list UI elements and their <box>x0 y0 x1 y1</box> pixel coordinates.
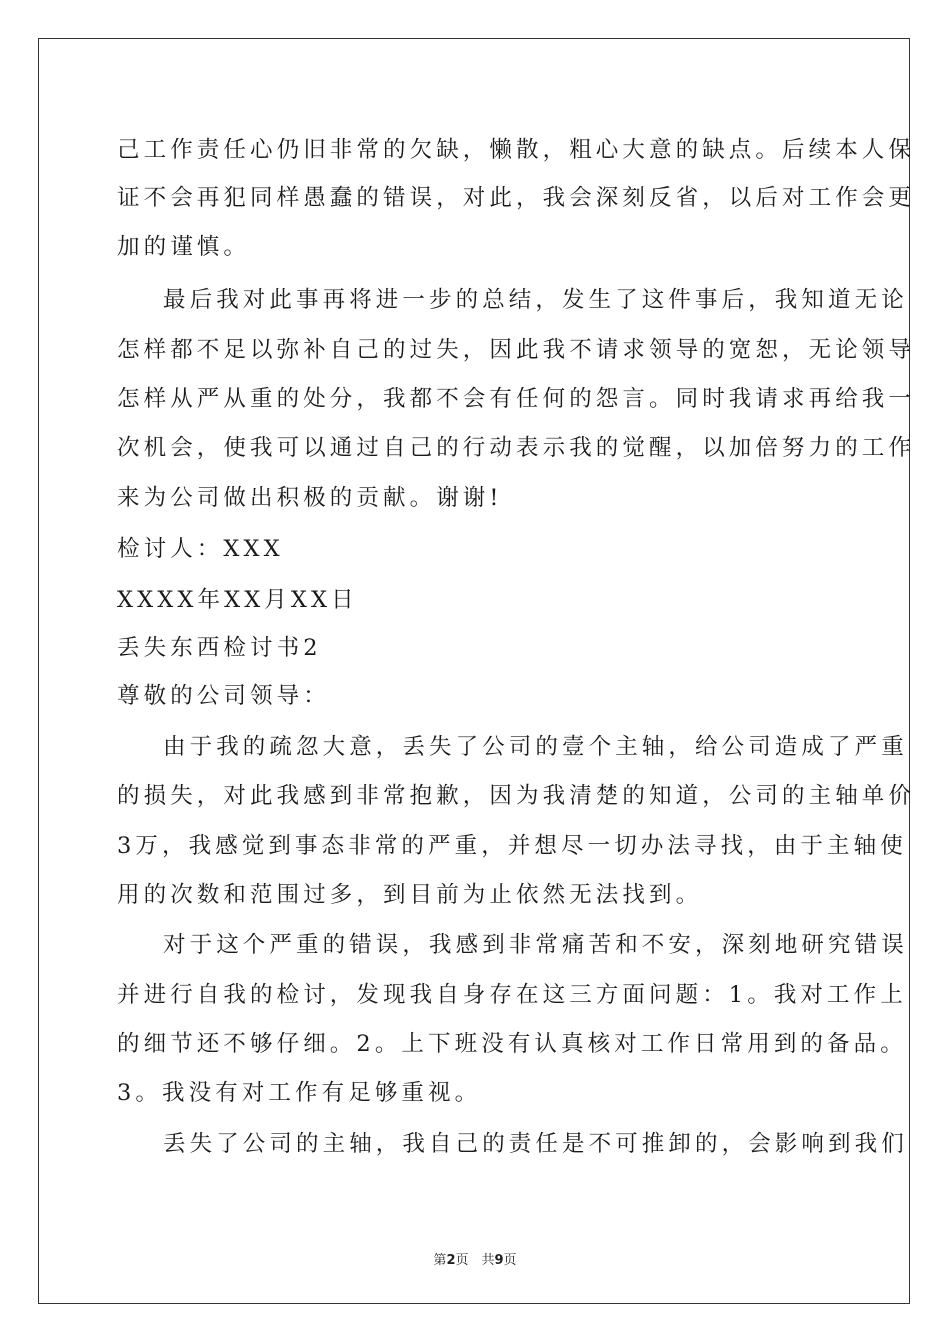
text-line: 的细节还不够仔细。2。上下班没有认真核对工作日常用到的备品。 <box>117 1031 907 1057</box>
text-line: 来为公司做出积极的贡献。谢谢! <box>117 485 503 511</box>
page-border <box>38 38 910 1304</box>
page-total: 9 <box>494 1253 504 1268</box>
text-line: 用的次数和范围过多，到目前为止依然无法找到。 <box>117 882 703 908</box>
text-line: 最后我对此事再将进一步的总结，发生了这件事后，我知道无论 <box>163 287 908 313</box>
text-line: 的损失，对此我感到非常抱歉，因为我清楚的知道，公司的主轴单价 <box>117 783 916 809</box>
salutation: 尊敬的公司领导： <box>117 683 330 709</box>
text-line: 己工作责任心仍旧非常的欠缺，懒散，粗心大意的缺点。后续本人保 <box>117 137 916 163</box>
text-line: 丢失了公司的主轴，我自己的责任是不可推卸的，会影响到我们 <box>163 1131 908 1157</box>
page-mid: 页 共 <box>455 1253 495 1268</box>
text-line: 证不会再犯同样愚蠢的错误，对此，我会深刻反省，以后对工作会更 <box>117 185 916 211</box>
page-number <box>0 1249 950 1268</box>
signer-line: 检讨人：XXX <box>117 536 284 562</box>
page-prefix: 第 <box>433 1253 447 1268</box>
text-line: 怎样都不足以弥补自己的过失，因此我不请求领导的宽恕，无论领导 <box>117 337 916 363</box>
page-suffix: 页 <box>503 1253 517 1268</box>
text-line: 3。我没有对工作有足够重视。 <box>117 1080 482 1106</box>
date-line: XXXX年XX月XX日 <box>117 587 358 613</box>
page-current: 2 <box>446 1253 456 1268</box>
section-title: 丢失东西检讨书2 <box>117 635 322 661</box>
text-line: 怎样从严从重的处分，我都不会有任何的怨言。同时我请求再给我一 <box>117 386 916 412</box>
text-line: 由于我的疏忽大意，丢失了公司的壹个主轴，给公司造成了严重 <box>163 734 908 760</box>
text-line: 对于这个严重的错误，我感到非常痛苦和不安，深刻地研究错误 <box>163 932 908 958</box>
text-line: 并进行自我的检讨，发现我自身存在这三方面问题：1。我对工作上 <box>117 982 907 1008</box>
text-line: 次机会，使我可以通过自己的行动表示我的觉醒，以加倍努力的工作 <box>117 435 916 461</box>
text-line: 加的谨慎。 <box>117 234 251 260</box>
text-line: 3万，我感觉到事态非常的严重，并想尽一切办法寻找，由于主轴使 <box>117 833 907 859</box>
